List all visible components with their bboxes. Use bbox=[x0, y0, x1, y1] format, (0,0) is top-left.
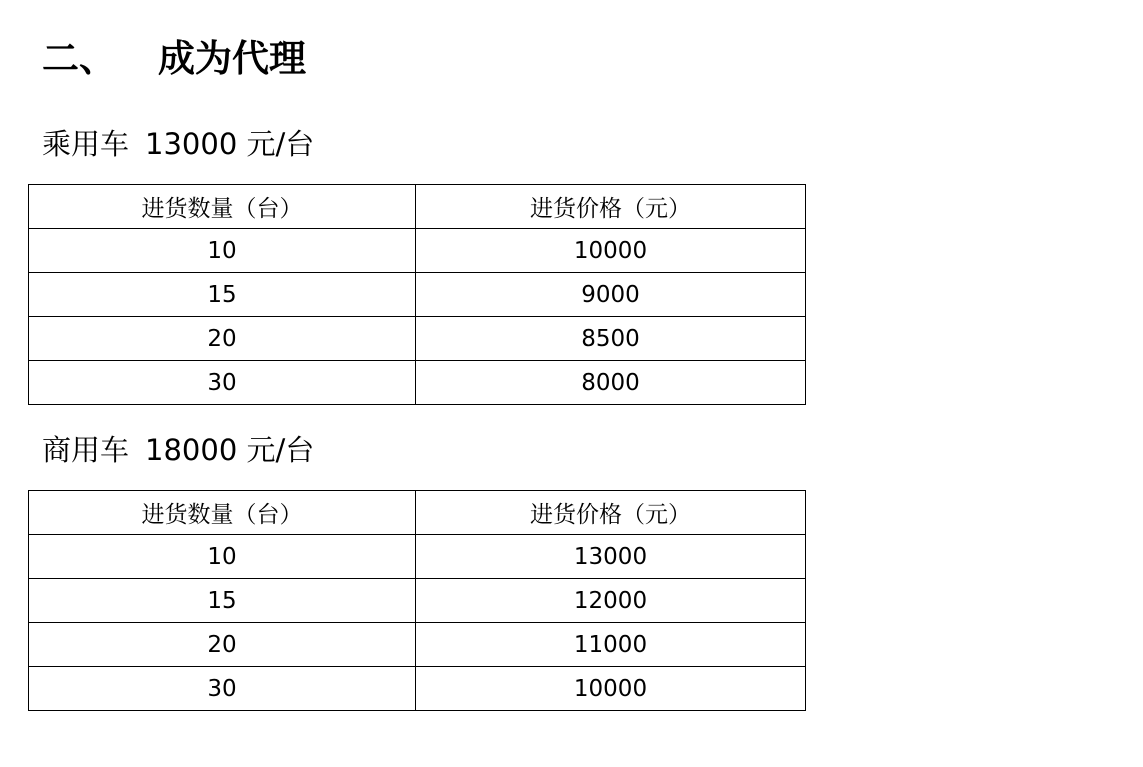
quantity-cell: 15 bbox=[29, 273, 416, 317]
quantity-cell: 10 bbox=[29, 535, 416, 579]
heading-title: 成为代理 bbox=[158, 37, 306, 80]
price-cell: 10000 bbox=[416, 667, 806, 711]
quantity-cell: 30 bbox=[29, 667, 416, 711]
heading-number: 二、 bbox=[42, 37, 116, 80]
table-row bbox=[29, 579, 806, 623]
quantity-cell: 20 bbox=[29, 623, 416, 667]
table-row bbox=[29, 667, 806, 711]
passenger-car-price-table bbox=[28, 184, 806, 405]
price-cell: 9000 bbox=[416, 273, 806, 317]
quantity-cell: 15 bbox=[29, 579, 416, 623]
passenger-car-label: 乘用车 bbox=[42, 127, 130, 161]
quantity-cell: 10 bbox=[29, 229, 416, 273]
quantity-cell: 20 bbox=[29, 317, 416, 361]
section-heading bbox=[42, 34, 306, 84]
price-cell: 13000 bbox=[416, 535, 806, 579]
commercial-vehicle-label: 商用车 bbox=[42, 433, 130, 467]
price-cell: 8000 bbox=[416, 361, 806, 405]
table-row bbox=[29, 361, 806, 405]
column-header-price: 进货价格（元） bbox=[416, 491, 806, 535]
table-row bbox=[29, 535, 806, 579]
table-header-row bbox=[29, 185, 806, 229]
table-header-row bbox=[29, 491, 806, 535]
table-row bbox=[29, 273, 806, 317]
table-row bbox=[29, 229, 806, 273]
commercial-vehicle-price-table bbox=[28, 490, 806, 711]
price-cell: 8500 bbox=[416, 317, 806, 361]
table-row bbox=[29, 317, 806, 361]
column-header-quantity: 进货数量（台） bbox=[29, 491, 416, 535]
column-header-quantity: 进货数量（台） bbox=[29, 185, 416, 229]
table-row bbox=[29, 623, 806, 667]
passenger-car-price: 13000 元/台 bbox=[145, 127, 315, 161]
commercial-vehicle-subheading bbox=[42, 430, 314, 470]
column-header-price: 进货价格（元） bbox=[416, 185, 806, 229]
passenger-car-subheading bbox=[42, 124, 314, 164]
price-cell: 11000 bbox=[416, 623, 806, 667]
price-cell: 12000 bbox=[416, 579, 806, 623]
price-cell: 10000 bbox=[416, 229, 806, 273]
commercial-vehicle-price: 18000 元/台 bbox=[145, 433, 315, 467]
quantity-cell: 30 bbox=[29, 361, 416, 405]
